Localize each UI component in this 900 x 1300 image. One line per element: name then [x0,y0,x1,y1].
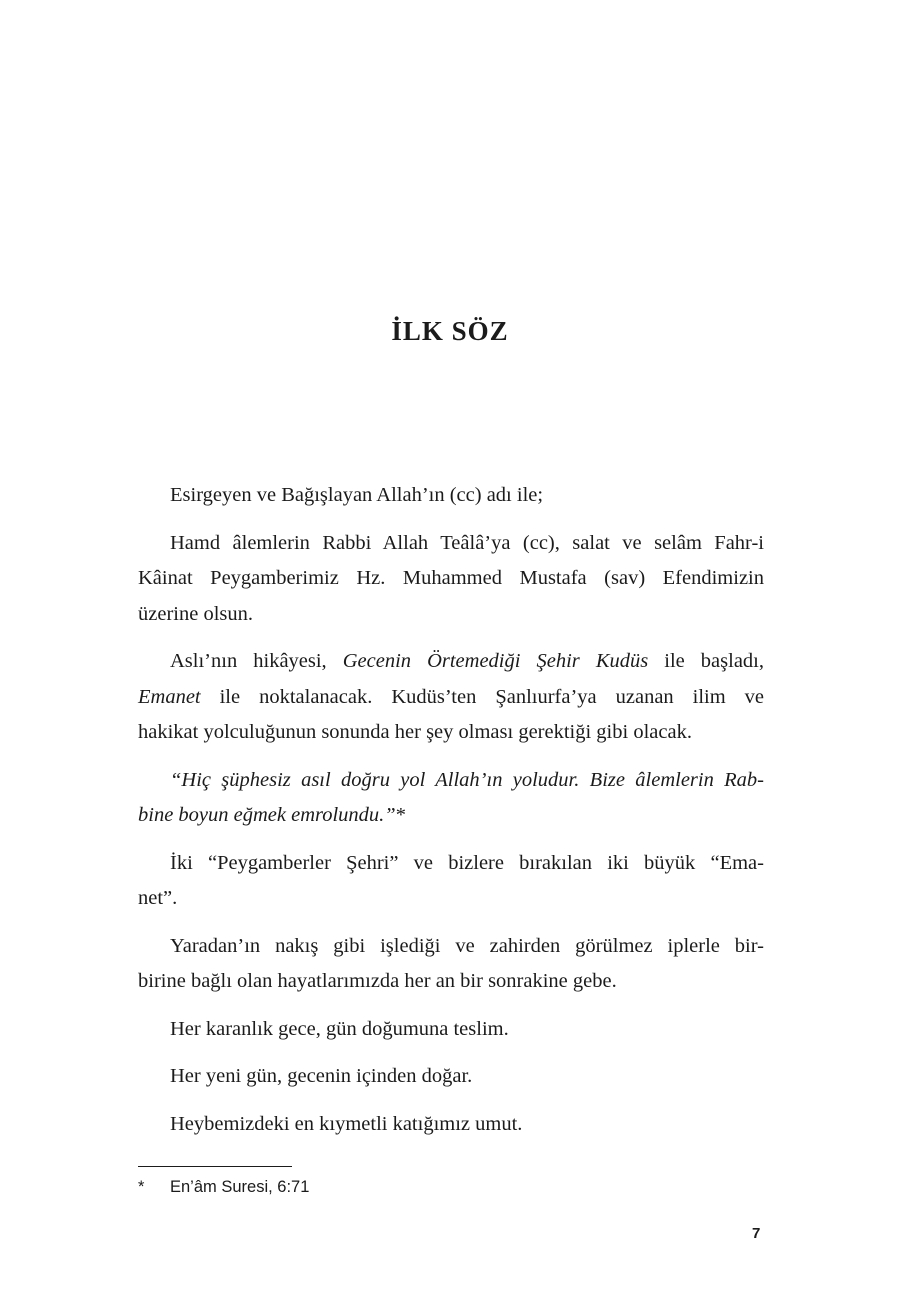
paragraph [138,846,764,917]
footnote-text: En’âm Suresi, 6:71 [170,1178,310,1196]
paragraph [138,929,764,1000]
paragraph-line: Yaradan’ın nakış gibi işlediği ve zahirden görülmez iplerle bir- [170,934,764,957]
paragraph [138,1059,764,1095]
quote-text: bine boyun eğmek emrolundu.” [138,804,396,826]
paragraph-quote [138,763,764,834]
paragraph-text: Her karanlık gece, gün doğumuna teslim. [170,1017,509,1040]
text-run: ile başladı, [664,650,764,672]
paragraph [138,1012,764,1048]
paragraph-line: Kâinat Peygamberimiz Hz. Muhammed Mustafa (sav) Efendimizin [138,567,764,589]
paragraph-line [138,680,764,716]
paragraph [138,644,764,751]
chapter-title: İLK SÖZ [391,316,509,346]
text-run: Aslı’nın hikâyesi, [170,650,327,672]
footnote-reference: * [395,804,406,826]
paragraph [138,526,764,633]
paragraph-line: üzerine olsun. [138,602,253,625]
book-title-italic: Gecenin Örtemediği Şehir Kudüs [342,650,649,672]
paragraph-text: Her yeni gün, gecenin içinden doğar. [170,1065,473,1087]
paragraph-line: Hamd âlemlerin Rabbi Allah Teâlâ’ya (cc), salat ve selâm Fahr-i [170,531,764,554]
footnote [138,1178,309,1197]
paragraph [138,478,764,514]
paragraph [138,1107,764,1143]
paragraph-line: İki “Peygamberler Şehri” ve bizlere bırakılan iki büyük “Ema- [170,851,764,874]
paragraph-text: Esirgeyen ve Bağışlayan Allah’ın (cc) adı ile; [170,484,544,506]
paragraph-line: “Hiç şüphesiz asıl doğru yol Allah’ın yoludur. Bize âlemlerin Rab- [170,768,764,791]
book-title-italic: Emanet [138,685,201,708]
footnote-mark: * [138,1178,145,1196]
paragraph-line: birine bağlı olan hayatlarımızda her an bir sonrakine gebe. [138,970,617,992]
paragraph-line [138,798,764,834]
paragraph-line: net”. [138,887,178,909]
paragraph-line: hakikat yolculuğunun sonunda her şey olması gerektiği gibi olacak. [138,721,692,743]
page-number: 7 [752,1225,761,1242]
footnote-separator [138,1166,292,1167]
body-text [138,478,764,1154]
text-run: ile noktalanacak. Kudüs’ten Şanlıurfa’ya uzanan ilim ve [219,685,765,708]
paragraph-line [138,644,764,680]
paragraph-text: Heybemizdeki en kıymetli katığımız umut. [170,1112,523,1135]
